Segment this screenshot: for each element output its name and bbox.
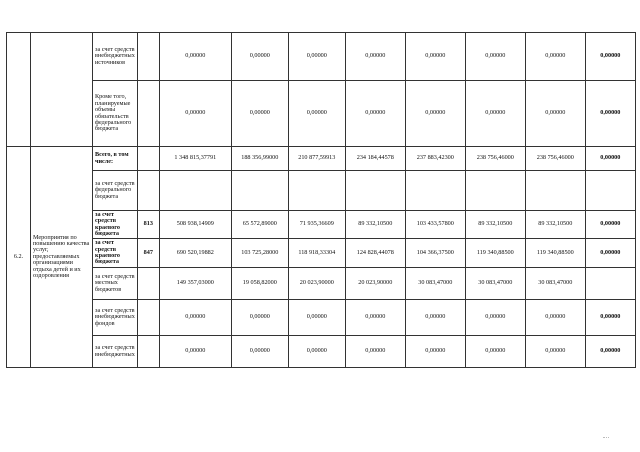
amount-cell bbox=[525, 171, 585, 211]
amount-cell: 19 058,82000 bbox=[231, 268, 288, 300]
amount-cell: 237 883,42300 bbox=[405, 147, 465, 171]
funding-source: за счет средств федерального бюджета bbox=[93, 171, 138, 211]
amount-cell: 0,00000 bbox=[465, 336, 525, 368]
table-row bbox=[7, 239, 636, 268]
amount-cell: 20 023,90000 bbox=[288, 268, 345, 300]
budget-code bbox=[137, 268, 159, 300]
amount-cell: 0,00000 bbox=[159, 300, 231, 336]
amount-cell: 89 332,10500 bbox=[465, 211, 525, 239]
budget-code bbox=[137, 147, 159, 171]
amount-cell bbox=[345, 171, 405, 211]
funding-source: за счет средств краевого бюджета bbox=[93, 239, 138, 268]
amount-cell: 188 356,99000 bbox=[231, 147, 288, 171]
amount-cell: 0,00000 bbox=[585, 336, 635, 368]
amount-cell: 0,00000 bbox=[585, 300, 635, 336]
amount-cell: 103 433,57800 bbox=[405, 211, 465, 239]
amount-cell: 149 357,03000 bbox=[159, 268, 231, 300]
amount-cell: 0,00000 bbox=[345, 81, 405, 147]
amount-cell: 119 340,88500 bbox=[465, 239, 525, 268]
amount-cell: 0,00000 bbox=[159, 81, 231, 147]
amount-cell: 118 918,33304 bbox=[288, 239, 345, 268]
amount-cell: 0,00000 bbox=[231, 33, 288, 81]
table-row bbox=[7, 336, 636, 368]
amount-cell: 0,00000 bbox=[345, 33, 405, 81]
funding-source: за счет средств внебюджетных источников bbox=[93, 33, 138, 81]
prev-measure-cell bbox=[31, 33, 93, 147]
budget-table bbox=[6, 32, 636, 368]
amount-cell: 104 366,37500 bbox=[405, 239, 465, 268]
budget-table-body bbox=[7, 33, 636, 368]
amount-cell: 0,00000 bbox=[525, 81, 585, 147]
funding-source: за счет средств местных бюджетов bbox=[93, 268, 138, 300]
budget-code: 847 bbox=[137, 239, 159, 268]
amount-cell bbox=[231, 171, 288, 211]
amount-cell: 234 184,44578 bbox=[345, 147, 405, 171]
amount-cell: 0,00000 bbox=[159, 33, 231, 81]
amount-cell: 0,00000 bbox=[525, 336, 585, 368]
amount-cell: 238 756,46000 bbox=[465, 147, 525, 171]
measure-name: Мероприятия по повышению качества услуг, предоставляемых организациями отдыха детей и их оздоровления bbox=[31, 147, 93, 368]
section-number: 6.2. bbox=[7, 147, 31, 368]
amount-cell: 0,00000 bbox=[288, 81, 345, 147]
amount-cell bbox=[159, 171, 231, 211]
budget-code bbox=[137, 300, 159, 336]
page-mark bbox=[603, 437, 609, 439]
amount-cell: 0,00000 bbox=[585, 81, 635, 147]
table-row bbox=[7, 211, 636, 239]
amount-cell: 0,00000 bbox=[405, 300, 465, 336]
amount-cell: 0,00000 bbox=[405, 33, 465, 81]
amount-cell: 89 332,10500 bbox=[525, 211, 585, 239]
funding-source: за счет средств внебюджетных фондов bbox=[93, 300, 138, 336]
amount-cell: 238 756,46000 bbox=[525, 147, 585, 171]
amount-cell: 0,00000 bbox=[465, 81, 525, 147]
amount-cell: 20 023,90000 bbox=[345, 268, 405, 300]
amount-cell: 0,00000 bbox=[288, 300, 345, 336]
prev-section-cell bbox=[7, 33, 31, 147]
amount-cell: 0,00000 bbox=[288, 33, 345, 81]
amount-cell bbox=[585, 268, 635, 300]
amount-cell: 0,00000 bbox=[465, 33, 525, 81]
amount-cell: 89 332,10500 bbox=[345, 211, 405, 239]
amount-cell: 0,00000 bbox=[585, 239, 635, 268]
budget-code bbox=[137, 33, 159, 81]
table-row bbox=[7, 268, 636, 300]
amount-cell: 0,00000 bbox=[405, 81, 465, 147]
amount-cell: 0,00000 bbox=[345, 336, 405, 368]
table-row bbox=[7, 33, 636, 81]
budget-code bbox=[137, 336, 159, 368]
amount-cell: 71 935,36609 bbox=[288, 211, 345, 239]
amount-cell: 124 828,44078 bbox=[345, 239, 405, 268]
amount-cell: 690 520,19882 bbox=[159, 239, 231, 268]
amount-cell: 0,00000 bbox=[585, 33, 635, 81]
funding-source: Всего, в том числе: bbox=[93, 147, 138, 171]
amount-cell: 119 340,88500 bbox=[525, 239, 585, 268]
amount-cell: 0,00000 bbox=[231, 300, 288, 336]
amount-cell: 0,00000 bbox=[405, 336, 465, 368]
amount-cell: 0,00000 bbox=[465, 300, 525, 336]
table-row bbox=[7, 81, 636, 147]
amount-cell: 0,00000 bbox=[525, 33, 585, 81]
table-row bbox=[7, 300, 636, 336]
amount-cell: 0,00000 bbox=[231, 81, 288, 147]
amount-cell: 65 572,89000 bbox=[231, 211, 288, 239]
amount-cell bbox=[405, 171, 465, 211]
table-row bbox=[7, 171, 636, 211]
table-row bbox=[7, 147, 636, 171]
amount-cell: 0,00000 bbox=[159, 336, 231, 368]
budget-code bbox=[137, 81, 159, 147]
amount-cell: 30 083,47000 bbox=[525, 268, 585, 300]
amount-cell: 30 083,47000 bbox=[465, 268, 525, 300]
amount-cell: 0,00000 bbox=[231, 336, 288, 368]
amount-cell: 0,00000 bbox=[585, 211, 635, 239]
amount-cell: 30 083,47000 bbox=[405, 268, 465, 300]
amount-cell: 0,00000 bbox=[288, 336, 345, 368]
amount-cell: 1 348 815,37791 bbox=[159, 147, 231, 171]
amount-cell: 508 938,14909 bbox=[159, 211, 231, 239]
amount-cell: 0,00000 bbox=[525, 300, 585, 336]
budget-code: 813 bbox=[137, 211, 159, 239]
amount-cell: 210 877,59913 bbox=[288, 147, 345, 171]
amount-cell: 0,00000 bbox=[345, 300, 405, 336]
amount-cell: 0,00000 bbox=[585, 147, 635, 171]
funding-source: за счет средств внебюджетных bbox=[93, 336, 138, 368]
funding-source: за счет средств краевого бюджета bbox=[93, 211, 138, 239]
funding-source: Кроме того, планируемые объемы обязательств федерального бюджета bbox=[93, 81, 138, 147]
budget-code bbox=[137, 171, 159, 211]
amount-cell: 103 725,28000 bbox=[231, 239, 288, 268]
amount-cell bbox=[585, 171, 635, 211]
amount-cell bbox=[465, 171, 525, 211]
amount-cell bbox=[288, 171, 345, 211]
